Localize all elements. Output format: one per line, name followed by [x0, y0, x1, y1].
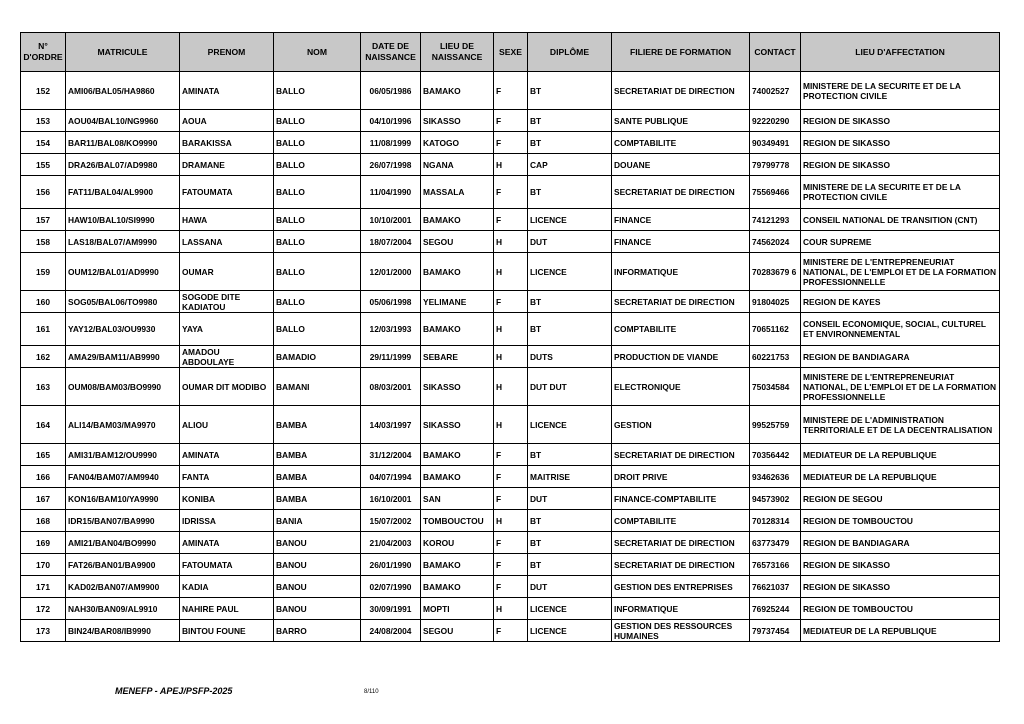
cell-contact: 99525759 [750, 406, 801, 444]
cell-training-field: SECRETARIAT DE DIRECTION [612, 176, 750, 209]
cell-diploma: BT [528, 72, 612, 110]
cell-contact: 70651162 [750, 313, 801, 346]
cell-contact: 70283679 6 [750, 253, 801, 291]
cell-matricule: AMA29/BAM11/AB9990 [66, 346, 180, 368]
cell-sex: F [494, 488, 528, 510]
table-row [21, 368, 1000, 406]
header-assignment-place: LIEU D'AFFECTATION [801, 33, 1000, 72]
cell-sex: F [494, 554, 528, 576]
cell-training-field: COMPTABILITE [612, 510, 750, 532]
cell-training-field: SECRETARIAT DE DIRECTION [612, 72, 750, 110]
cell-prenom: OUMAR DIT MODIBO [180, 368, 274, 406]
header-diploma: DIPLÔME [528, 33, 612, 72]
cell-sex: F [494, 72, 528, 110]
cell-prenom: BARAKISSA [180, 132, 274, 154]
cell-order-number: 161 [21, 313, 66, 346]
cell-date-of-birth: 08/03/2001 [361, 368, 421, 406]
cell-nom: BALLO [274, 231, 361, 253]
cell-contact: 93462636 [750, 466, 801, 488]
header-date-of-birth: DATE DE NAISSANCE [361, 33, 421, 72]
cell-matricule: FAT26/BAN01/BA9900 [66, 554, 180, 576]
cell-diploma: DUTS [528, 346, 612, 368]
cell-nom: BALLO [274, 176, 361, 209]
cell-training-field: DROIT PRIVE [612, 466, 750, 488]
cell-training-field: INFORMATIQUE [612, 598, 750, 620]
cell-assignment-place: REGION DE SIKASSO [801, 576, 1000, 598]
table-row [21, 576, 1000, 598]
cell-date-of-birth: 10/10/2001 [361, 209, 421, 231]
cell-sex: F [494, 620, 528, 642]
cell-date-of-birth: 12/01/2000 [361, 253, 421, 291]
cell-sex: H [494, 406, 528, 444]
cell-place-of-birth: BAMAKO [421, 466, 494, 488]
header-sex: SEXE [494, 33, 528, 72]
cell-nom: BANOU [274, 554, 361, 576]
cell-date-of-birth: 02/07/1990 [361, 576, 421, 598]
cell-assignment-place: CONSEIL ECONOMIQUE, SOCIAL, CULTUREL ET ENVIRONNEMENTAL [801, 313, 1000, 346]
cell-contact: 94573902 [750, 488, 801, 510]
cell-nom: BANOU [274, 576, 361, 598]
cell-sex: F [494, 110, 528, 132]
table-row [21, 291, 1000, 313]
table-row [21, 620, 1000, 642]
cell-order-number: 152 [21, 72, 66, 110]
cell-date-of-birth: 06/05/1986 [361, 72, 421, 110]
cell-prenom: AMINATA [180, 72, 274, 110]
table-row [21, 346, 1000, 368]
cell-prenom: KONIBA [180, 488, 274, 510]
cell-sex: H [494, 346, 528, 368]
cell-diploma: CAP [528, 154, 612, 176]
cell-place-of-birth: SEGOU [421, 620, 494, 642]
cell-order-number: 167 [21, 488, 66, 510]
cell-place-of-birth: SIKASSO [421, 110, 494, 132]
cell-nom: BAMBA [274, 444, 361, 466]
cell-training-field: SECRETARIAT DE DIRECTION [612, 444, 750, 466]
table-header [21, 33, 1000, 72]
cell-sex: F [494, 176, 528, 209]
cell-training-field: SECRETARIAT DE DIRECTION [612, 532, 750, 554]
cell-order-number: 172 [21, 598, 66, 620]
cell-matricule: AMI21/BAN04/BO9990 [66, 532, 180, 554]
cell-sex: H [494, 313, 528, 346]
cell-training-field: SANTE PUBLIQUE [612, 110, 750, 132]
cell-diploma: BT [528, 444, 612, 466]
cell-prenom: IDRISSA [180, 510, 274, 532]
cell-assignment-place: MEDIATEUR DE LA REPUBLIQUE [801, 620, 1000, 642]
cell-nom: BAMADIO [274, 346, 361, 368]
cell-assignment-place: REGION DE SIKASSO [801, 554, 1000, 576]
cell-date-of-birth: 15/07/2002 [361, 510, 421, 532]
cell-date-of-birth: 16/10/2001 [361, 488, 421, 510]
cell-date-of-birth: 14/03/1997 [361, 406, 421, 444]
cell-sex: F [494, 132, 528, 154]
cell-nom: BALLO [274, 291, 361, 313]
cell-training-field: SECRETARIAT DE DIRECTION [612, 291, 750, 313]
cell-order-number: 158 [21, 231, 66, 253]
table-row [21, 110, 1000, 132]
cell-nom: BANIA [274, 510, 361, 532]
cell-prenom: SOGODE DITE KADIATOU [180, 291, 274, 313]
table-row [21, 313, 1000, 346]
cell-contact: 74562024 [750, 231, 801, 253]
cell-order-number: 153 [21, 110, 66, 132]
cell-contact: 75034584 [750, 368, 801, 406]
cell-date-of-birth: 30/09/1991 [361, 598, 421, 620]
cell-matricule: AOU04/BAL10/NG9960 [66, 110, 180, 132]
cell-diploma: BT [528, 313, 612, 346]
table-row [21, 488, 1000, 510]
cell-place-of-birth: BAMAKO [421, 253, 494, 291]
header-prenom: PRENOM [180, 33, 274, 72]
cell-sex: F [494, 291, 528, 313]
cell-date-of-birth: 26/01/1990 [361, 554, 421, 576]
cell-training-field: FINANCE [612, 209, 750, 231]
cell-diploma: DUT [528, 231, 612, 253]
table-row [21, 154, 1000, 176]
header-contact: CONTACT [750, 33, 801, 72]
table-row [21, 132, 1000, 154]
cell-nom: BARRO [274, 620, 361, 642]
cell-matricule: KAD02/BAN07/AM9900 [66, 576, 180, 598]
cell-prenom: AOUA [180, 110, 274, 132]
cell-assignment-place: REGION DE TOMBOUCTOU [801, 510, 1000, 532]
cell-place-of-birth: SEGOU [421, 231, 494, 253]
table-row [21, 444, 1000, 466]
cell-assignment-place: MINISTERE DE LA SECURITE ET DE LA PROTECTION CIVILE [801, 176, 1000, 209]
cell-prenom: AMINATA [180, 532, 274, 554]
table-row [21, 176, 1000, 209]
cell-nom: BAMANI [274, 368, 361, 406]
cell-diploma: LICENCE [528, 209, 612, 231]
cell-contact: 91804025 [750, 291, 801, 313]
cell-order-number: 164 [21, 406, 66, 444]
cell-order-number: 159 [21, 253, 66, 291]
cell-date-of-birth: 04/07/1994 [361, 466, 421, 488]
cell-diploma: LICENCE [528, 253, 612, 291]
cell-place-of-birth: SIKASSO [421, 368, 494, 406]
header-nom: NOM [274, 33, 361, 72]
cell-contact: 76621037 [750, 576, 801, 598]
cell-diploma: DUT DUT [528, 368, 612, 406]
cell-training-field: SECRETARIAT DE DIRECTION [612, 554, 750, 576]
cell-contact: 74002527 [750, 72, 801, 110]
cell-date-of-birth: 31/12/2004 [361, 444, 421, 466]
cell-contact: 76573166 [750, 554, 801, 576]
cell-place-of-birth: BAMAKO [421, 444, 494, 466]
cell-order-number: 171 [21, 576, 66, 598]
cell-order-number: 170 [21, 554, 66, 576]
cell-nom: BAMBA [274, 406, 361, 444]
cell-training-field: INFORMATIQUE [612, 253, 750, 291]
cell-nom: BAMBA [274, 466, 361, 488]
cell-prenom: LASSANA [180, 231, 274, 253]
cell-matricule: FAN04/BAM07/AM9940 [66, 466, 180, 488]
cell-prenom: BINTOU FOUNE [180, 620, 274, 642]
cell-diploma: BT [528, 110, 612, 132]
table-body [21, 72, 1000, 642]
cell-place-of-birth: YELIMANE [421, 291, 494, 313]
cell-date-of-birth: 11/04/1990 [361, 176, 421, 209]
cell-place-of-birth: SEBARE [421, 346, 494, 368]
cell-assignment-place: COUR SUPREME [801, 231, 1000, 253]
cell-contact: 79799778 [750, 154, 801, 176]
cell-diploma: LICENCE [528, 406, 612, 444]
cell-prenom: KADIA [180, 576, 274, 598]
cell-order-number: 154 [21, 132, 66, 154]
cell-date-of-birth: 26/07/1998 [361, 154, 421, 176]
header-order-number: N° D'ORDRE [21, 33, 66, 72]
cell-training-field: ELECTRONIQUE [612, 368, 750, 406]
cell-place-of-birth: BAMAKO [421, 313, 494, 346]
cell-date-of-birth: 04/10/1996 [361, 110, 421, 132]
table-row [21, 406, 1000, 444]
cell-contact: 63773479 [750, 532, 801, 554]
cell-nom: BANOU [274, 598, 361, 620]
cell-matricule: AMI06/BAL05/HA9860 [66, 72, 180, 110]
cell-date-of-birth: 29/11/1999 [361, 346, 421, 368]
header-training-field: FILIERE DE FORMATION [612, 33, 750, 72]
cell-order-number: 163 [21, 368, 66, 406]
cell-date-of-birth: 11/08/1999 [361, 132, 421, 154]
cell-assignment-place: REGION DE BANDIAGARA [801, 346, 1000, 368]
cell-diploma: BT [528, 176, 612, 209]
cell-prenom: ALIOU [180, 406, 274, 444]
cell-place-of-birth: NGANA [421, 154, 494, 176]
cell-matricule: BIN24/BAR08/IB9990 [66, 620, 180, 642]
cell-diploma: BT [528, 510, 612, 532]
cell-place-of-birth: MOPTI [421, 598, 494, 620]
cell-place-of-birth: BAMAKO [421, 554, 494, 576]
cell-diploma: DUT [528, 576, 612, 598]
cell-order-number: 162 [21, 346, 66, 368]
cell-place-of-birth: KOROU [421, 532, 494, 554]
cell-nom: BALLO [274, 313, 361, 346]
cell-order-number: 156 [21, 176, 66, 209]
header-place-of-birth: LIEU DE NAISSANCE [421, 33, 494, 72]
cell-matricule: OUM08/BAM03/BO9990 [66, 368, 180, 406]
cell-diploma: BT [528, 554, 612, 576]
cell-assignment-place: REGION DE SIKASSO [801, 132, 1000, 154]
cell-matricule: BAR11/BAL08/KO9990 [66, 132, 180, 154]
cell-place-of-birth: SAN [421, 488, 494, 510]
cell-training-field: GESTION [612, 406, 750, 444]
cell-place-of-birth: KATOGO [421, 132, 494, 154]
cell-diploma: DUT [528, 488, 612, 510]
cell-date-of-birth: 12/03/1993 [361, 313, 421, 346]
cell-contact: 79737454 [750, 620, 801, 642]
cell-place-of-birth: TOMBOUCTOU [421, 510, 494, 532]
cell-sex: F [494, 576, 528, 598]
cell-matricule: KON16/BAM10/YA9990 [66, 488, 180, 510]
cell-sex: F [494, 209, 528, 231]
cell-assignment-place: REGION DE SEGOU [801, 488, 1000, 510]
cell-date-of-birth: 18/07/2004 [361, 231, 421, 253]
cell-prenom: FANTA [180, 466, 274, 488]
cell-sex: F [494, 532, 528, 554]
cell-assignment-place: MINISTERE DE L'ENTREPRENEURIAT NATIONAL, DE L'EMPLOI ET DE LA FORMATION PROFESSIONNELLE [801, 253, 1000, 291]
cell-assignment-place: MEDIATEUR DE LA REPUBLIQUE [801, 466, 1000, 488]
cell-contact: 70356442 [750, 444, 801, 466]
cell-order-number: 160 [21, 291, 66, 313]
cell-assignment-place: MINISTERE DE L'ENTREPRENEURIAT NATIONAL, DE L'EMPLOI ET DE LA FORMATION PROFESSIONNELLE [801, 368, 1000, 406]
table-row [21, 598, 1000, 620]
cell-training-field: GESTION DES RESSOURCES HUMAINES [612, 620, 750, 642]
cell-sex: H [494, 154, 528, 176]
cell-date-of-birth: 24/08/2004 [361, 620, 421, 642]
table-row [21, 554, 1000, 576]
cell-matricule: AMI31/BAM12/OU9990 [66, 444, 180, 466]
cell-matricule: IDR15/BAN07/BA9990 [66, 510, 180, 532]
cell-sex: H [494, 598, 528, 620]
cell-prenom: YAYA [180, 313, 274, 346]
table-row [21, 209, 1000, 231]
cell-contact: 75569466 [750, 176, 801, 209]
cell-matricule: NAH30/BAN09/AL9910 [66, 598, 180, 620]
cell-contact: 76925244 [750, 598, 801, 620]
cell-diploma: MAITRISE [528, 466, 612, 488]
cell-order-number: 165 [21, 444, 66, 466]
cell-prenom: NAHIRE PAUL [180, 598, 274, 620]
table-row [21, 72, 1000, 110]
table-row [21, 231, 1000, 253]
cell-nom: BALLO [274, 209, 361, 231]
cell-assignment-place: REGION DE TOMBOUCTOU [801, 598, 1000, 620]
cell-date-of-birth: 21/04/2003 [361, 532, 421, 554]
cell-contact: 74121293 [750, 209, 801, 231]
cell-training-field: COMPTABILITE [612, 313, 750, 346]
cell-nom: BALLO [274, 154, 361, 176]
cell-prenom: AMADOU ABDOULAYE [180, 346, 274, 368]
cell-sex: H [494, 253, 528, 291]
table-row [21, 510, 1000, 532]
cell-diploma: LICENCE [528, 620, 612, 642]
cell-date-of-birth: 05/06/1998 [361, 291, 421, 313]
cell-matricule: DRA26/BAL07/AD9980 [66, 154, 180, 176]
cell-nom: BANOU [274, 532, 361, 554]
cell-contact: 90349491 [750, 132, 801, 154]
cell-diploma: BT [528, 291, 612, 313]
cell-contact: 70128314 [750, 510, 801, 532]
cell-matricule: ALI14/BAM03/MA9970 [66, 406, 180, 444]
cell-assignment-place: MEDIATEUR DE LA REPUBLIQUE [801, 444, 1000, 466]
cell-place-of-birth: BAMAKO [421, 72, 494, 110]
cell-assignment-place: REGION DE SIKASSO [801, 154, 1000, 176]
cell-nom: BALLO [274, 132, 361, 154]
cell-training-field: DOUANE [612, 154, 750, 176]
footer-reference: MENEFP - APEJ/PSFP-2025 [115, 686, 233, 696]
cell-prenom: FATOUMATA [180, 176, 274, 209]
cell-matricule: OUM12/BAL01/AD9990 [66, 253, 180, 291]
cell-diploma: BT [528, 532, 612, 554]
cell-sex: F [494, 444, 528, 466]
cell-order-number: 166 [21, 466, 66, 488]
cell-assignment-place: REGION DE SIKASSO [801, 110, 1000, 132]
table-row [21, 466, 1000, 488]
cell-training-field: GESTION DES ENTREPRISES [612, 576, 750, 598]
cell-nom: BALLO [274, 72, 361, 110]
cell-diploma: LICENCE [528, 598, 612, 620]
cell-contact: 60221753 [750, 346, 801, 368]
header-row [21, 33, 1000, 72]
cell-assignment-place: MINISTERE DE LA SECURITE ET DE LA PROTECTION CIVILE [801, 72, 1000, 110]
header-matricule: MATRICULE [66, 33, 180, 72]
cell-matricule: LAS18/BAL07/AM9990 [66, 231, 180, 253]
cell-prenom: OUMAR [180, 253, 274, 291]
cell-training-field: FINANCE-COMPTABILITE [612, 488, 750, 510]
cell-sex: H [494, 510, 528, 532]
cell-matricule: YAY12/BAL03/OU9930 [66, 313, 180, 346]
table-row [21, 253, 1000, 291]
cell-place-of-birth: BAMAKO [421, 576, 494, 598]
cell-prenom: HAWA [180, 209, 274, 231]
affectation-table [20, 32, 1000, 642]
cell-matricule: SOG05/BAL06/TO9980 [66, 291, 180, 313]
cell-assignment-place: MINISTERE DE L'ADMINISTRATION TERRITORIALE ET DE LA DECENTRALISATION [801, 406, 1000, 444]
cell-sex: H [494, 368, 528, 406]
cell-assignment-place: REGION DE BANDIAGARA [801, 532, 1000, 554]
cell-diploma: BT [528, 132, 612, 154]
cell-assignment-place: CONSEIL NATIONAL DE TRANSITION (CNT) [801, 209, 1000, 231]
cell-prenom: AMINATA [180, 444, 274, 466]
cell-place-of-birth: SIKASSO [421, 406, 494, 444]
cell-assignment-place: REGION DE KAYES [801, 291, 1000, 313]
cell-order-number: 173 [21, 620, 66, 642]
cell-training-field: FINANCE [612, 231, 750, 253]
cell-matricule: FAT11/BAL04/AL9900 [66, 176, 180, 209]
cell-matricule: HAW10/BAL10/SI9990 [66, 209, 180, 231]
cell-sex: H [494, 231, 528, 253]
cell-training-field: PRODUCTION DE VIANDE [612, 346, 750, 368]
cell-prenom: DRAMANE [180, 154, 274, 176]
cell-order-number: 168 [21, 510, 66, 532]
cell-order-number: 155 [21, 154, 66, 176]
cell-nom: BALLO [274, 253, 361, 291]
table-row [21, 532, 1000, 554]
cell-place-of-birth: BAMAKO [421, 209, 494, 231]
cell-order-number: 169 [21, 532, 66, 554]
cell-order-number: 157 [21, 209, 66, 231]
cell-place-of-birth: MASSALA [421, 176, 494, 209]
page-number: 8/110 [364, 689, 379, 695]
cell-nom: BALLO [274, 110, 361, 132]
cell-prenom: FATOUMATA [180, 554, 274, 576]
cell-contact: 92220290 [750, 110, 801, 132]
cell-training-field: COMPTABILITE [612, 132, 750, 154]
cell-nom: BAMBA [274, 488, 361, 510]
cell-sex: F [494, 466, 528, 488]
